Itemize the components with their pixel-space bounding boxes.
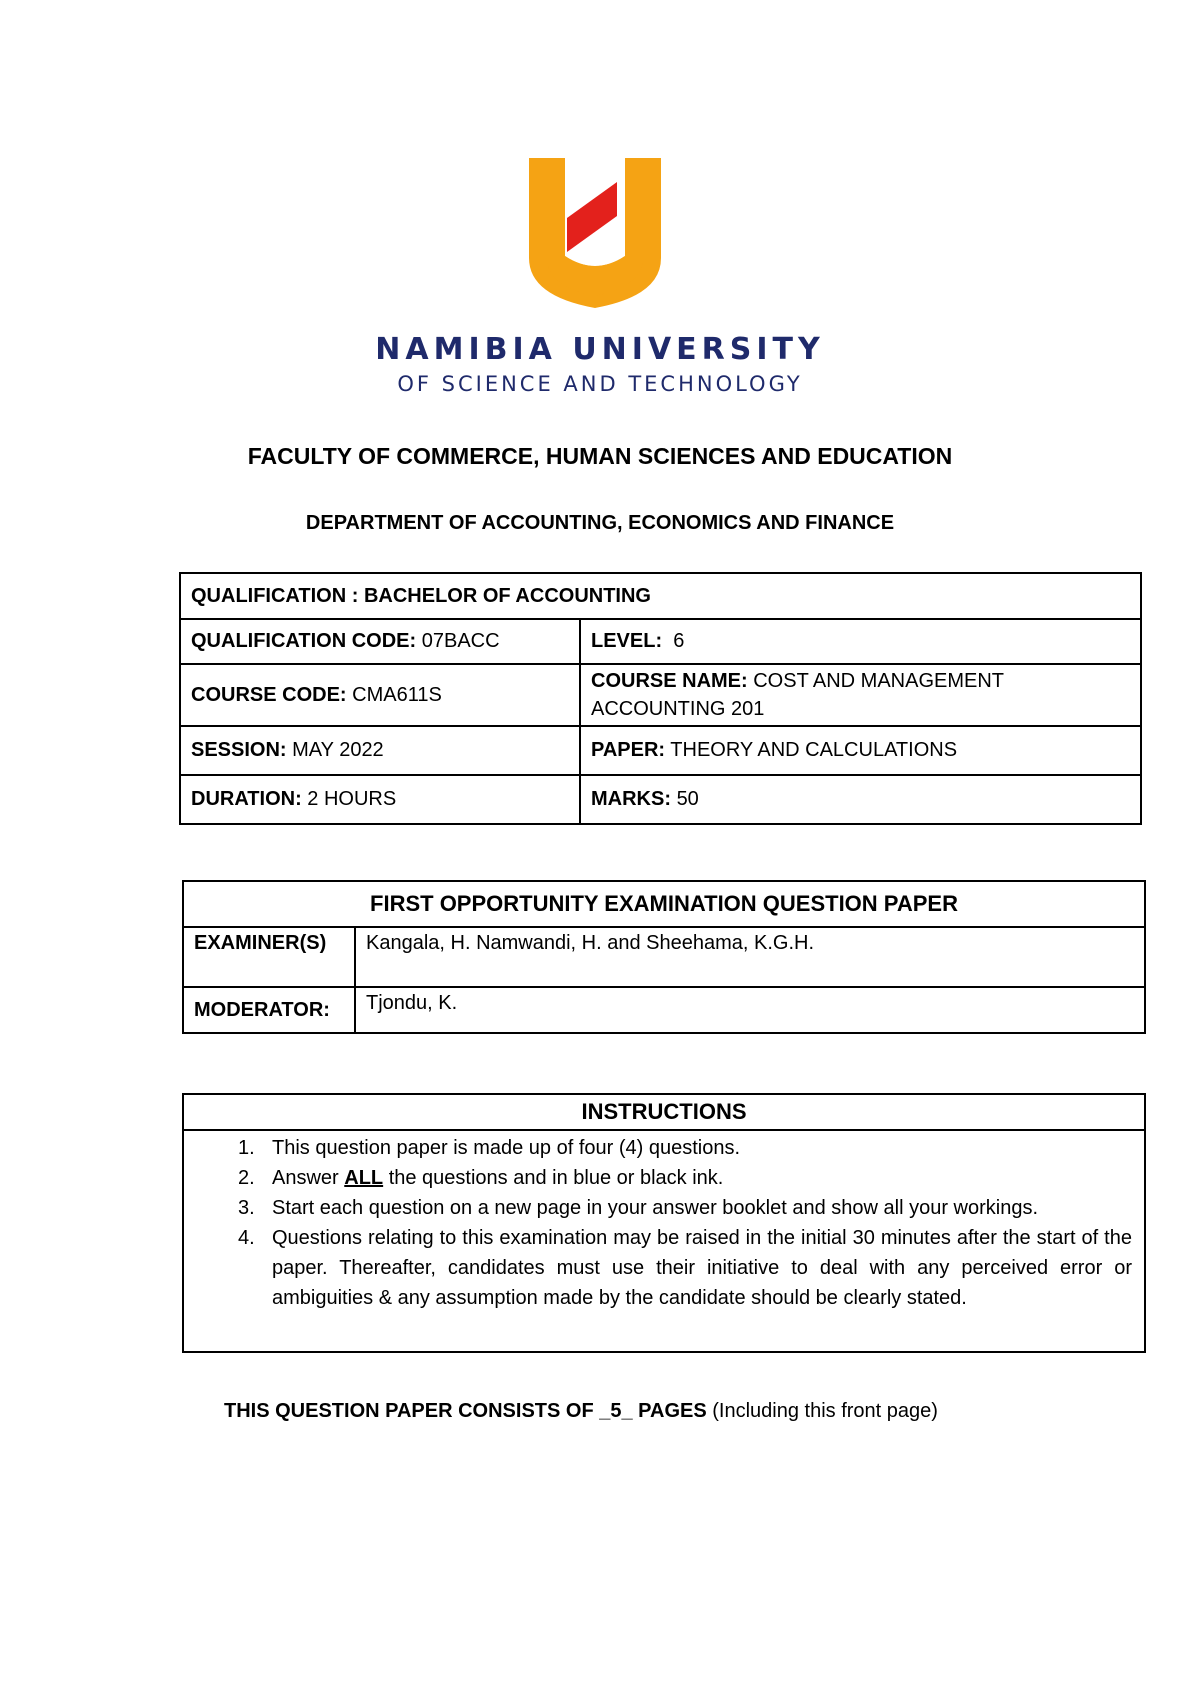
qualification-table [179,572,1142,825]
instruction-text-post: the questions and in blue or black ink. [383,1167,724,1189]
marks-label: MARKS: [591,788,671,810]
faculty-title: FACULTY OF COMMERCE, HUMAN SCIENCES AND EDUCATION [247,443,953,469]
instruction-number: 3. [238,1197,255,1219]
examiners-table [182,880,1146,1034]
instruction-text-pre: Answer [272,1167,345,1189]
qualification-cell [180,573,1141,619]
course-code-cell [180,664,580,726]
examiners-value: Kangala, H. Namwandi, H. and Sheehama, K.G.H. [355,927,1145,987]
instruction-text: Start each question on a new page in your answer booklet and show all your workings. [272,1197,1039,1219]
instruction-text: This question paper is made up of four (4) questions. [272,1137,741,1159]
duration-value: 2 HOURS [307,788,397,810]
paper-label: PAPER: [591,739,666,761]
instruction-number: 4. [238,1227,255,1249]
duration-label: DURATION: [191,788,302,810]
instructions-list [194,1133,1132,1313]
instructions-table [182,1093,1146,1353]
page-count-note [224,1400,938,1423]
page-count-normal: (Including this front page) [712,1400,938,1422]
instruction-text [272,1163,1132,1193]
duration-cell [180,775,580,824]
level-value: 6 [673,630,685,652]
instruction-item [194,1133,1132,1163]
paper-value: THEORY AND CALCULATIONS [670,739,958,761]
instruction-item [194,1163,1132,1193]
university-logo [525,158,665,308]
course-code-value: CMA611S [352,683,442,706]
instructions-heading: INSTRUCTIONS [183,1094,1145,1130]
level-cell [580,619,1141,664]
exam-paper-heading: FIRST OPPORTUNITY EXAMINATION QUESTION PAPER [183,881,1145,927]
instruction-number: 2. [238,1167,255,1189]
marks-value: 50 [676,788,699,810]
course-code-label: COURSE CODE: [191,683,347,706]
course-name-label: COURSE NAME: [591,670,748,692]
university-name-line1: NAMIBIA UNIVERSITY [375,332,825,367]
university-name-line2: OF SCIENCE AND TECHNOLOGY [397,372,803,396]
session-label: SESSION: [191,739,287,761]
instruction-item [194,1223,1132,1313]
qualification-code-label: QUALIFICATION CODE: [191,630,417,652]
paper-cell [580,726,1141,775]
qualification-value: BACHELOR OF ACCOUNTING [363,584,651,607]
session-cell [180,726,580,775]
course-name-value: COST AND MANAGEMENT ACCOUNTING 201 [591,670,1004,720]
instructions-body [183,1130,1145,1352]
instruction-text: Questions relating to this examination may be raised in the initial 30 minutes after the start of the paper. Thereafter, candidates must use their initiative to deal with any perceived error or ambiguities & any assumption made by the candidate should be clearly stated. [272,1227,1132,1309]
moderator-value: Tjondu, K. [355,987,1145,1033]
instruction-emphasis: ALL [344,1167,384,1189]
department-title: DEPARTMENT OF ACCOUNTING, ECONOMICS AND FINANCE [305,512,895,534]
marks-cell [580,775,1141,824]
session-value: MAY 2022 [292,739,384,761]
qualification-code-cell [180,619,580,664]
page-count-bold: THIS QUESTION PAPER CONSISTS OF _5_ PAGES [224,1400,707,1422]
instruction-number: 1. [238,1137,255,1159]
instruction-item [194,1193,1132,1223]
level-label: LEVEL: [591,630,663,652]
course-name-cell [580,664,1141,726]
qualification-label: QUALIFICATION : [191,584,359,607]
moderator-label: MODERATOR: [183,987,355,1033]
examiners-label: EXAMINER(S) [183,927,355,987]
qualification-code-value: 07BACC [421,630,500,652]
